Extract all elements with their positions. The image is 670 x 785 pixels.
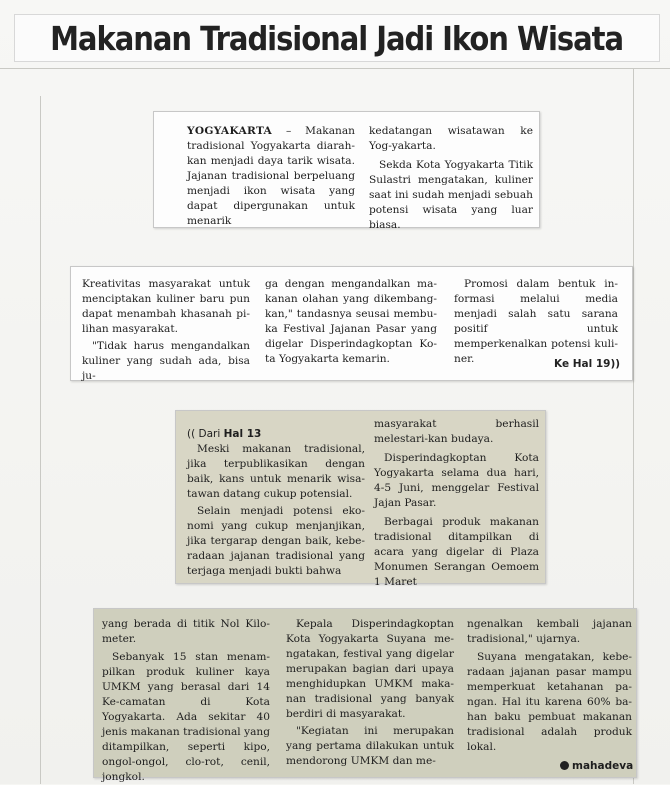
column-1: [187, 124, 355, 229]
paragraph: Kreativitas masyarakat untuk menciptakan kuliner baru pun dapat menambah khasanah pi-lihan masyarakat.: [82, 278, 250, 335]
bullet-icon: [560, 761, 569, 770]
column-2: [265, 277, 437, 367]
paragraph: Suyana mengatakan, kebe-radaan jajanan pasar mampu memperkuat ketahanan pa-ngan. Hal itu karena 60% ba-han baku pembuat makanan tradisional adalah produk lokal.: [467, 651, 632, 753]
column-2: [369, 124, 533, 233]
column-1: [187, 427, 365, 579]
paragraph: Meski makanan tradisional, jika terpublikasikan dengan baik, kans untuk menarik wisa-tawan datang cukup potensial.: [187, 443, 365, 500]
paragraph: Kepala Disperindagkoptan Kota Yogyakarta Suyana me-ngatakan, festival yang digelar merupakan bagian dari upaya menghidupkan UMKM maka-nan tradisional yang banyak berdiri di masyarakat.: [286, 618, 454, 720]
continued-to-link[interactable]: Ke Hal 19)): [554, 358, 621, 370]
fold-line: [0, 68, 670, 69]
column-3: [454, 277, 618, 367]
paragraph: [187, 124, 355, 229]
column-2: [374, 417, 539, 590]
paragraph: kedatangan wisatawan ke Yog-yakarta.: [369, 125, 533, 152]
paragraph: Berbagai produk makanan tradisional ditampilkan di acara yang digelar di Plaza Monumen Serangan Oemoem 1 Maret: [374, 516, 539, 588]
paragraph: "Tidak harus mengandalkan kuliner yang sudah ada, bisa ju-: [82, 340, 250, 382]
article-clip-1: [153, 111, 540, 231]
article-clip-3: [175, 410, 546, 588]
paragraph: "Kegiatan ini merupakan yang pertama dilakukan untuk mendorong UMKM dan me-: [286, 725, 454, 767]
fold-line: [40, 96, 41, 784]
continued-from-label[interactable]: (( Dari Hal 13: [187, 428, 262, 440]
headline: Makanan Tradisional Jadi Ikon Wisata: [50, 18, 624, 58]
paragraph: yang berada di titik Nol Kilo-meter.: [102, 618, 270, 645]
paragraph: Sebanyak 15 stan menam-pilkan produk kuliner kaya UMKM yang berasal dari 14 Ke-camatan di Kota Yogyakarta. Ada sekitar 40 jenis makanan tradisional yang ditampilkan, seperti kipo, ongol-ongol, clo-rot, cenil, jongkol.: [102, 651, 270, 783]
paragraph: ngenalkan kembali jajanan tradisional," ujarnya.: [467, 618, 632, 645]
paragraph: Sekda Kota Yogyakarta Titik Sulastri mengatakan, kuliner saat ini sudah menjadi sebuah potensi wisata yang luar biasa.: [369, 159, 533, 231]
byline: mahadeva: [560, 759, 633, 774]
column-1: [82, 277, 250, 384]
dateline: YOGYAKARTA: [187, 125, 273, 137]
column-1: [102, 617, 270, 785]
column-3: [467, 617, 632, 755]
lead-text: – Makanan tradisional Yogyakarta diarah-kan menjadi daya tarik wisata. Jajanan tradisional berpeluang menjadi ikon wisata yang dapat dipergunakan untuk menarik: [187, 125, 355, 227]
paragraph: Disperindagkoptan Kota Yogyakarta selama dua hari, 4-5 Juni, menggelar Festival Jajan Pasar.: [374, 452, 539, 509]
paragraph: Selain menjadi potensi eko-nomi yang cukup menjanjikan, jika tergarap dengan baik, kebe-radaan jajanan tradisional yang terjaga menjadi bukti bahwa: [187, 505, 365, 577]
paragraph: ga dengan mengandalkan ma-kanan olahan yang dikembang-kan," tandasnya seusai membu-ka Festival Jajanan Pasar yang digelar Disperindagkoptan Ko-ta Yogyakarta kemarin.: [265, 278, 437, 365]
article-clip-2: [70, 266, 633, 381]
paragraph: Promosi dalam bentuk in-formasi melalui media menjadi salah satu sarana positif untuk memperkenalkan potensi kuli-ner.: [454, 278, 618, 365]
paragraph: masyarakat berhasil melestari-kan budaya.: [374, 418, 539, 445]
article-clip-4: [93, 608, 637, 783]
column-2: [286, 617, 454, 769]
headline-banner: [14, 14, 660, 62]
